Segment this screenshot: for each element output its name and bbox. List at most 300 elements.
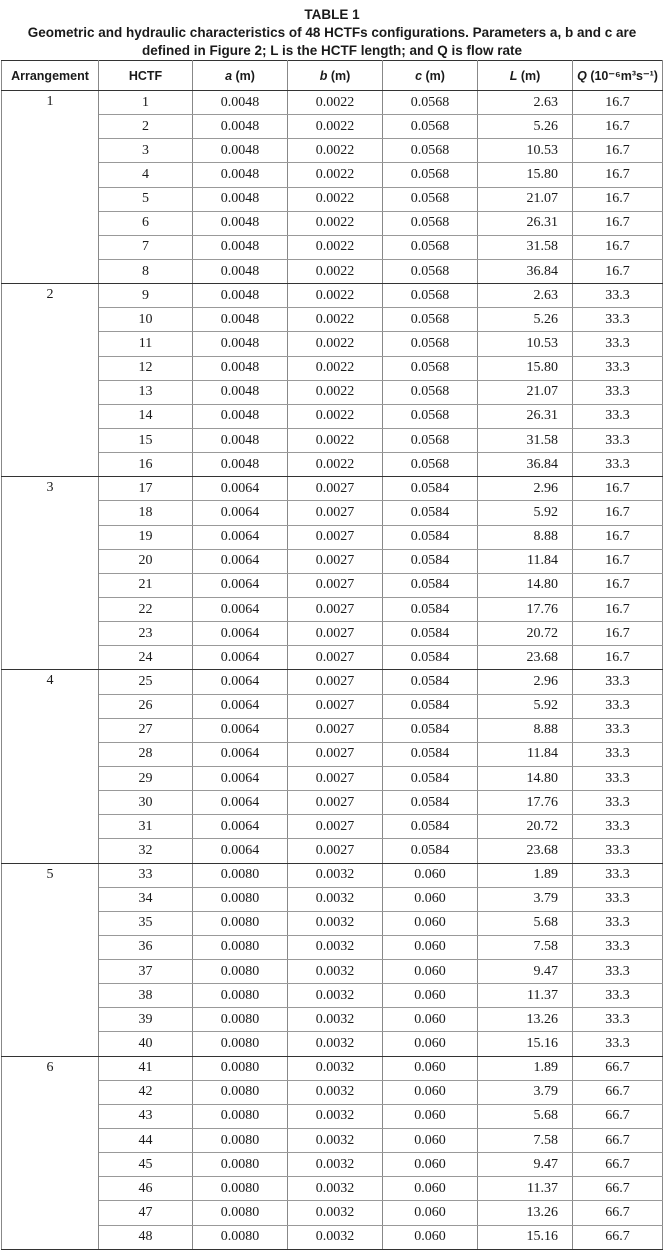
a-cell: 0.0080	[193, 1032, 288, 1056]
l-cell: 15.80	[478, 356, 573, 380]
l-cell: 20.72	[478, 622, 573, 646]
l-cell: 2.63	[478, 284, 573, 308]
q-cell: 16.7	[573, 573, 663, 597]
c-cell: 0.0568	[383, 332, 478, 356]
l-cell: 2.96	[478, 670, 573, 694]
q-cell: 33.3	[573, 356, 663, 380]
b-cell: 0.0027	[288, 622, 383, 646]
q-cell: 33.3	[573, 911, 663, 935]
arrangement-cell: 2	[2, 284, 99, 477]
q-cell: 16.7	[573, 501, 663, 525]
b-cell: 0.0027	[288, 646, 383, 670]
header-l-unit: (m)	[517, 68, 541, 83]
table-row	[2, 525, 663, 549]
q-cell: 66.7	[573, 1129, 663, 1153]
l-cell: 8.88	[478, 718, 573, 742]
b-cell: 0.0032	[288, 1177, 383, 1201]
hctf-cell: 11	[99, 332, 193, 356]
hctf-cell: 18	[99, 501, 193, 525]
table-row	[2, 549, 663, 573]
b-cell: 0.0027	[288, 549, 383, 573]
c-cell: 0.060	[383, 960, 478, 984]
table-row	[2, 332, 663, 356]
table-row	[2, 1104, 663, 1128]
header-q	[573, 61, 663, 91]
l-cell: 36.84	[478, 453, 573, 477]
b-cell: 0.0027	[288, 839, 383, 863]
b-cell: 0.0022	[288, 356, 383, 380]
b-cell: 0.0032	[288, 1129, 383, 1153]
b-cell: 0.0027	[288, 718, 383, 742]
a-cell: 0.0048	[193, 115, 288, 139]
hctf-cell: 24	[99, 646, 193, 670]
b-cell: 0.0032	[288, 1104, 383, 1128]
arrangement-cell: 3	[2, 477, 99, 670]
l-cell: 7.58	[478, 1129, 573, 1153]
arrangement-cell: 1	[2, 91, 99, 284]
table-row	[2, 766, 663, 790]
q-cell: 33.3	[573, 1032, 663, 1056]
c-cell: 0.060	[383, 1032, 478, 1056]
b-cell: 0.0027	[288, 815, 383, 839]
b-cell: 0.0022	[288, 380, 383, 404]
hctf-cell: 34	[99, 887, 193, 911]
b-cell: 0.0032	[288, 1008, 383, 1032]
c-cell: 0.0568	[383, 163, 478, 187]
q-cell: 33.3	[573, 1008, 663, 1032]
hctf-cell: 7	[99, 235, 193, 259]
header-c-unit: (m)	[422, 68, 445, 83]
q-cell: 33.3	[573, 284, 663, 308]
l-cell: 17.76	[478, 791, 573, 815]
c-cell: 0.0568	[383, 356, 478, 380]
a-cell: 0.0064	[193, 815, 288, 839]
hctf-cell: 23	[99, 622, 193, 646]
hctf-cell: 20	[99, 549, 193, 573]
q-cell: 33.3	[573, 935, 663, 959]
hctf-cell: 2	[99, 115, 193, 139]
table-row	[2, 1080, 663, 1104]
l-cell: 9.47	[478, 960, 573, 984]
hctf-cell: 45	[99, 1153, 193, 1177]
hctf-cell: 32	[99, 839, 193, 863]
a-cell: 0.0064	[193, 718, 288, 742]
hctf-cell: 26	[99, 694, 193, 718]
arrangement-cell: 5	[2, 863, 99, 1056]
b-cell: 0.0027	[288, 573, 383, 597]
b-cell: 0.0032	[288, 863, 383, 887]
hctf-cell: 21	[99, 573, 193, 597]
table-row	[2, 935, 663, 959]
caption-line-2: defined in Figure 2; L is the HCTF length; and Q is flow rate	[141, 43, 523, 58]
table-row	[2, 815, 663, 839]
c-cell: 0.060	[383, 1129, 478, 1153]
header-q-symbol: Q	[577, 69, 587, 83]
table-row	[2, 742, 663, 766]
b-cell: 0.0027	[288, 477, 383, 501]
c-cell: 0.0584	[383, 501, 478, 525]
c-cell: 0.0584	[383, 477, 478, 501]
l-cell: 5.26	[478, 308, 573, 332]
q-cell: 16.7	[573, 646, 663, 670]
hctf-cell: 44	[99, 1129, 193, 1153]
hctf-cell: 46	[99, 1177, 193, 1201]
c-cell: 0.0568	[383, 259, 478, 283]
table-row	[2, 380, 663, 404]
a-cell: 0.0048	[193, 211, 288, 235]
q-cell: 33.3	[573, 308, 663, 332]
l-cell: 14.80	[478, 573, 573, 597]
header-c-symbol: c	[415, 68, 423, 83]
table-row	[2, 163, 663, 187]
c-cell: 0.0568	[383, 308, 478, 332]
b-cell: 0.0027	[288, 597, 383, 621]
table-row	[2, 139, 663, 163]
q-cell: 16.7	[573, 211, 663, 235]
a-cell: 0.0080	[193, 1104, 288, 1128]
q-cell: 16.7	[573, 187, 663, 211]
table-row	[2, 1153, 663, 1177]
hctf-cell: 4	[99, 163, 193, 187]
l-cell: 9.47	[478, 1153, 573, 1177]
c-cell: 0.0568	[383, 139, 478, 163]
b-cell: 0.0022	[288, 163, 383, 187]
table-row	[2, 887, 663, 911]
b-cell: 0.0032	[288, 887, 383, 911]
c-cell: 0.060	[383, 1008, 478, 1032]
c-cell: 0.060	[383, 1056, 478, 1080]
c-cell: 0.0584	[383, 646, 478, 670]
l-cell: 8.88	[478, 525, 573, 549]
l-cell: 26.31	[478, 211, 573, 235]
b-cell: 0.0022	[288, 404, 383, 428]
table-caption	[0, 0, 664, 60]
c-cell: 0.060	[383, 1153, 478, 1177]
l-cell: 11.37	[478, 1177, 573, 1201]
c-cell: 0.060	[383, 935, 478, 959]
table-row	[2, 1225, 663, 1249]
c-cell: 0.0568	[383, 235, 478, 259]
l-cell: 2.96	[478, 477, 573, 501]
q-cell: 33.3	[573, 670, 663, 694]
a-cell: 0.0048	[193, 187, 288, 211]
table-row	[2, 1056, 663, 1080]
a-cell: 0.0080	[193, 1129, 288, 1153]
l-cell: 31.58	[478, 428, 573, 452]
header-a-symbol: a	[225, 68, 233, 83]
b-cell: 0.0027	[288, 694, 383, 718]
c-cell: 0.0568	[383, 115, 478, 139]
c-cell: 0.0584	[383, 766, 478, 790]
q-cell: 66.7	[573, 1225, 663, 1249]
b-cell: 0.0032	[288, 1056, 383, 1080]
table-row	[2, 622, 663, 646]
q-cell: 33.3	[573, 332, 663, 356]
b-cell: 0.0032	[288, 935, 383, 959]
a-cell: 0.0048	[193, 235, 288, 259]
a-cell: 0.0080	[193, 1177, 288, 1201]
c-cell: 0.060	[383, 1225, 478, 1249]
q-cell: 66.7	[573, 1056, 663, 1080]
l-cell: 13.26	[478, 1201, 573, 1225]
l-cell: 11.37	[478, 984, 573, 1008]
table-row	[2, 1008, 663, 1032]
table-row	[2, 839, 663, 863]
b-cell: 0.0027	[288, 670, 383, 694]
l-cell: 11.84	[478, 742, 573, 766]
hctf-cell: 5	[99, 187, 193, 211]
a-cell: 0.0048	[193, 453, 288, 477]
a-cell: 0.0064	[193, 549, 288, 573]
table-row	[2, 694, 663, 718]
q-cell: 33.3	[573, 863, 663, 887]
a-cell: 0.0064	[193, 573, 288, 597]
header-l	[478, 61, 573, 91]
table-row	[2, 259, 663, 283]
table-row	[2, 308, 663, 332]
a-cell: 0.0080	[193, 911, 288, 935]
q-cell: 16.7	[573, 115, 663, 139]
header-l-symbol: L	[509, 68, 518, 83]
l-cell: 2.63	[478, 91, 573, 115]
q-cell: 66.7	[573, 1177, 663, 1201]
c-cell: 0.0584	[383, 742, 478, 766]
arrangement-cell: 4	[2, 670, 99, 863]
a-cell: 0.0048	[193, 380, 288, 404]
c-cell: 0.0584	[383, 525, 478, 549]
table-row	[2, 1129, 663, 1153]
a-cell: 0.0048	[193, 332, 288, 356]
l-cell: 17.76	[478, 597, 573, 621]
header-b-symbol: b	[319, 68, 328, 83]
c-cell: 0.0584	[383, 597, 478, 621]
c-cell: 0.060	[383, 911, 478, 935]
q-cell: 66.7	[573, 1201, 663, 1225]
l-cell: 11.84	[478, 549, 573, 573]
header-b-unit: (m)	[327, 68, 351, 83]
c-cell: 0.060	[383, 1080, 478, 1104]
b-cell: 0.0027	[288, 791, 383, 815]
hctf-cell: 19	[99, 525, 193, 549]
q-cell: 33.3	[573, 984, 663, 1008]
table-row	[2, 356, 663, 380]
c-cell: 0.0584	[383, 839, 478, 863]
l-cell: 21.07	[478, 380, 573, 404]
c-cell: 0.0584	[383, 549, 478, 573]
table-row	[2, 646, 663, 670]
q-cell: 33.3	[573, 766, 663, 790]
a-cell: 0.0048	[193, 139, 288, 163]
c-cell: 0.0568	[383, 91, 478, 115]
c-cell: 0.0584	[383, 622, 478, 646]
q-cell: 33.3	[573, 404, 663, 428]
hctf-cell: 40	[99, 1032, 193, 1056]
c-cell: 0.0584	[383, 718, 478, 742]
hctf-cell: 41	[99, 1056, 193, 1080]
c-cell: 0.060	[383, 1177, 478, 1201]
table-row	[2, 115, 663, 139]
hctf-cell: 35	[99, 911, 193, 935]
table-row	[2, 404, 663, 428]
header-b	[288, 61, 383, 91]
header-a-unit: (m)	[232, 68, 255, 83]
q-cell: 16.7	[573, 163, 663, 187]
q-cell: 33.3	[573, 718, 663, 742]
caption-line-1: Geometric and hydraulic characteristics of 48 HCTFs configurations. Parameters a, b and c are	[27, 25, 637, 40]
table-row	[2, 501, 663, 525]
a-cell: 0.0064	[193, 742, 288, 766]
q-cell: 33.3	[573, 887, 663, 911]
q-cell: 16.7	[573, 139, 663, 163]
table-row	[2, 863, 663, 887]
hctf-cell: 13	[99, 380, 193, 404]
c-cell: 0.060	[383, 863, 478, 887]
table-row	[2, 1177, 663, 1201]
a-cell: 0.0048	[193, 428, 288, 452]
hctf-cell: 17	[99, 477, 193, 501]
a-cell: 0.0064	[193, 501, 288, 525]
b-cell: 0.0027	[288, 525, 383, 549]
l-cell: 3.79	[478, 1080, 573, 1104]
l-cell: 26.31	[478, 404, 573, 428]
q-cell: 33.3	[573, 839, 663, 863]
header-c	[383, 61, 478, 91]
a-cell: 0.0064	[193, 525, 288, 549]
table-row	[2, 187, 663, 211]
c-cell: 0.0584	[383, 694, 478, 718]
header-q-unit: (10⁻⁶m³s⁻¹)	[586, 69, 658, 83]
table-row	[2, 1032, 663, 1056]
hctf-cell: 43	[99, 1104, 193, 1128]
header-a	[193, 61, 288, 91]
a-cell: 0.0048	[193, 259, 288, 283]
table-row	[2, 984, 663, 1008]
l-cell: 1.89	[478, 863, 573, 887]
q-cell: 33.3	[573, 742, 663, 766]
hctf-cell: 12	[99, 356, 193, 380]
c-cell: 0.0568	[383, 380, 478, 404]
a-cell: 0.0048	[193, 308, 288, 332]
a-cell: 0.0064	[193, 477, 288, 501]
q-cell: 66.7	[573, 1104, 663, 1128]
hctf-cell: 10	[99, 308, 193, 332]
b-cell: 0.0027	[288, 766, 383, 790]
c-cell: 0.0584	[383, 791, 478, 815]
c-cell: 0.0584	[383, 815, 478, 839]
b-cell: 0.0032	[288, 1080, 383, 1104]
table-row	[2, 791, 663, 815]
q-cell: 16.7	[573, 477, 663, 501]
a-cell: 0.0048	[193, 404, 288, 428]
l-cell: 5.92	[478, 694, 573, 718]
a-cell: 0.0080	[193, 1225, 288, 1249]
hctf-cell: 14	[99, 404, 193, 428]
table-row	[2, 718, 663, 742]
header-row	[2, 61, 663, 91]
b-cell: 0.0032	[288, 911, 383, 935]
q-cell: 16.7	[573, 259, 663, 283]
q-cell: 33.3	[573, 428, 663, 452]
a-cell: 0.0080	[193, 1008, 288, 1032]
q-cell: 33.3	[573, 791, 663, 815]
a-cell: 0.0064	[193, 839, 288, 863]
b-cell: 0.0022	[288, 453, 383, 477]
l-cell: 23.68	[478, 839, 573, 863]
a-cell: 0.0080	[193, 1080, 288, 1104]
c-cell: 0.0568	[383, 428, 478, 452]
table-row	[2, 573, 663, 597]
header-arrangement: Arrangement	[2, 61, 99, 91]
c-cell: 0.0568	[383, 187, 478, 211]
header-hctf: HCTF	[99, 61, 193, 91]
a-cell: 0.0080	[193, 1201, 288, 1225]
hctf-cell: 22	[99, 597, 193, 621]
a-cell: 0.0080	[193, 863, 288, 887]
a-cell: 0.0064	[193, 766, 288, 790]
table-row	[2, 284, 663, 308]
hctf-cell: 28	[99, 742, 193, 766]
b-cell: 0.0022	[288, 332, 383, 356]
a-cell: 0.0080	[193, 1153, 288, 1177]
q-cell: 33.3	[573, 453, 663, 477]
b-cell: 0.0022	[288, 211, 383, 235]
hctf-cell: 33	[99, 863, 193, 887]
q-cell: 16.7	[573, 622, 663, 646]
hctf-cell: 16	[99, 453, 193, 477]
hctf-cell: 29	[99, 766, 193, 790]
b-cell: 0.0027	[288, 501, 383, 525]
a-cell: 0.0064	[193, 597, 288, 621]
b-cell: 0.0032	[288, 984, 383, 1008]
b-cell: 0.0022	[288, 259, 383, 283]
hctf-cell: 39	[99, 1008, 193, 1032]
table-label: TABLE 1	[304, 7, 360, 22]
hctf-cell: 42	[99, 1080, 193, 1104]
b-cell: 0.0022	[288, 91, 383, 115]
a-cell: 0.0048	[193, 163, 288, 187]
b-cell: 0.0032	[288, 1225, 383, 1249]
b-cell: 0.0022	[288, 284, 383, 308]
b-cell: 0.0032	[288, 1153, 383, 1177]
a-cell: 0.0080	[193, 887, 288, 911]
a-cell: 0.0064	[193, 670, 288, 694]
b-cell: 0.0022	[288, 235, 383, 259]
q-cell: 33.3	[573, 380, 663, 404]
l-cell: 3.79	[478, 887, 573, 911]
l-cell: 5.92	[478, 501, 573, 525]
hctf-cell: 27	[99, 718, 193, 742]
table-row	[2, 453, 663, 477]
table-row	[2, 670, 663, 694]
q-cell: 16.7	[573, 597, 663, 621]
hctf-cell: 48	[99, 1225, 193, 1249]
l-cell: 23.68	[478, 646, 573, 670]
c-cell: 0.0584	[383, 670, 478, 694]
hctf-cell: 6	[99, 211, 193, 235]
table-row	[2, 428, 663, 452]
q-cell: 16.7	[573, 235, 663, 259]
a-cell: 0.0064	[193, 694, 288, 718]
c-cell: 0.060	[383, 887, 478, 911]
q-cell: 33.3	[573, 960, 663, 984]
hctf-cell: 3	[99, 139, 193, 163]
b-cell: 0.0022	[288, 139, 383, 163]
b-cell: 0.0032	[288, 1201, 383, 1225]
b-cell: 0.0027	[288, 742, 383, 766]
l-cell: 20.72	[478, 815, 573, 839]
hctf-cell: 47	[99, 1201, 193, 1225]
q-cell: 33.3	[573, 815, 663, 839]
